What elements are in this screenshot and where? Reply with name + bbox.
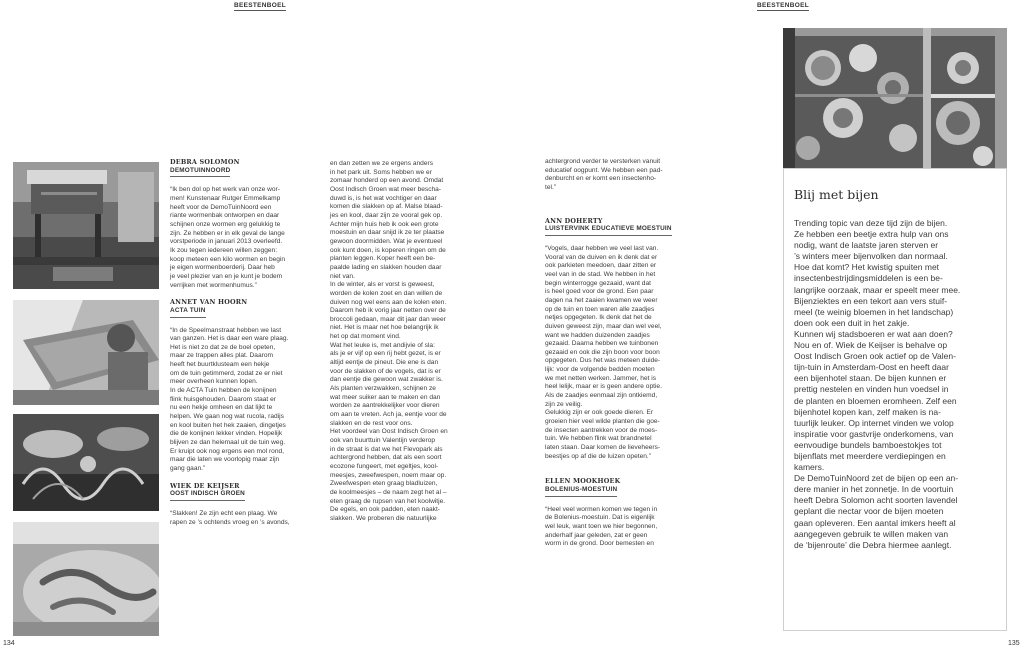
quote-line: groeien hier veel wilde planten die goe-: [545, 418, 660, 426]
quote-line: beestjes op af die de luizen opeten.”: [545, 452, 651, 460]
body-line: niet van.: [330, 272, 355, 280]
body-line: slakken en de rest voor ons.: [330, 419, 413, 427]
sidebar-line: tuurlijk leuker. Op internet vinden we volop: [794, 417, 954, 428]
body-line: slakken. We proberen die natuurlijke: [330, 514, 437, 522]
quote-line: maar ze trappen alles plat. Daarom: [170, 352, 273, 360]
body-line: denburcht en er komt een insectenho-: [545, 175, 657, 183]
sidebar-line: aangegeven gebruik te willen maken van: [794, 528, 949, 539]
body-line: planten leggen. Koper heeft een be-: [330, 255, 436, 263]
body-line: In de winter, als er vorst is geweest,: [330, 281, 435, 289]
column-2: [330, 160, 485, 524]
body-line: dan eentje die gewoon wat zwakker is.: [330, 376, 443, 384]
quote-line: begin winterrogge gezaaid, want dat: [545, 279, 651, 287]
sidebar-line: eenvoudige bundels bamboestokjes tot: [794, 439, 942, 450]
quote-line: “Ik ben dol op het werk van onze wor-: [170, 186, 280, 194]
sidebar-line: tijn-tuin in Amsterdam-Oost en heeft daar: [794, 362, 949, 373]
sidebar-line: kamers.: [794, 462, 825, 473]
quote-line: anderhalf jaar geleden, zat er geen: [545, 531, 648, 539]
sidebar-line: Oost Indisch Groen ook actief op de Valen-: [794, 351, 956, 362]
quote-line: nu een hekje omheen en dat lijkt te: [170, 404, 273, 412]
sidebar-line: inspiratie voor gastvrije onderkomens, van: [794, 428, 954, 439]
quote-line: rapen ze ’s ochtends vroeg en ’s avonds,: [170, 518, 290, 526]
column-1: [170, 158, 320, 527]
quote-line: meer overheen kunnen lopen.: [170, 378, 258, 386]
quote-line: veel van in de stad. We hebben in het: [545, 270, 656, 278]
body-line: worden de kolen zoet en dan willen de: [330, 289, 443, 297]
body-line: paalde lading en slakken houden daar: [330, 263, 442, 271]
quote-line: koop meteen een kilo wormen en begin: [170, 255, 286, 263]
sidebar-line: heeft Debra Solomon acht soorten lavendel: [794, 495, 958, 506]
quote-line: duiven geweest zijn, maar dan wel veel,: [545, 322, 662, 330]
sidebar-line: Bijenziektes en een tekort aan vers stuif-: [794, 295, 948, 306]
quote-line: dagen na het zaaien kwamen we weer: [545, 296, 658, 304]
body-line: Het voordeel van Oost Indisch Groen en: [330, 428, 448, 436]
quote-line: ook parkieten meedoen, daar zitten er: [545, 262, 657, 270]
quote-line: opgegeten. Dus het was meteen duide-: [545, 357, 661, 365]
sidebar-line: insectenbestrijdingsmiddelen is een be-: [794, 273, 943, 284]
quote-line: van ganzen. Het is daar een ware plaag.: [170, 335, 289, 343]
body-line: gewoon doormidden. Wat je eventueel: [330, 237, 443, 245]
body-line: in de straat is dat we het Flevopark als: [330, 445, 443, 453]
quote-line: we met netten werken. Jammer, het is: [545, 374, 657, 382]
sidebar-line: dere manier in het zonnetje. In de voortuin: [794, 484, 954, 495]
body-line: ook van buurttuin Valentijn verderop: [330, 437, 436, 444]
speaker-org-demotuinnoord: DEMOTUINNOORD: [170, 167, 230, 178]
quote-line: Het is niet zo dat ze de boel opeten,: [170, 343, 276, 351]
body-line: het op dat moment vind.: [330, 333, 401, 341]
quote-line: “In de Speelmanstraat hebben we last: [170, 326, 282, 334]
quote-line: de insecten aantrekken voor de moes-: [545, 426, 658, 434]
body-line: jes en kool, daar zijn ze vooral gek op.: [330, 211, 443, 219]
speaker-org-luistervink: LUISTERVINK EDUCATIEVE MOESTUIN: [545, 225, 672, 236]
sidebar-line: ’s winters meer bijenvolken dan normaal.: [794, 251, 948, 262]
body-line: moestuin en daar snijd ik ze ter plaatse: [330, 229, 445, 237]
sidebar-line: geplant die nectar voor de bijen moeten: [794, 506, 944, 517]
sidebar-line: een bijenhotel staan. De bijen kunnen er: [794, 373, 947, 384]
insect-hotel-photo: [783, 28, 1007, 169]
body-line: Zweefwespen eten graag bladluizen,: [330, 480, 438, 488]
body-line: als je er vijf op een rij hebt gezet, is er: [330, 350, 441, 358]
body-line: in het park uit. Soms hebben we er: [330, 168, 432, 176]
quote-line: want we hadden duizenden zaadjes: [545, 331, 650, 339]
sidebar-line: meel (te weinig bloemen in het landschap): [794, 306, 954, 317]
quote-line: verrijken met wormenhumus.”: [170, 281, 257, 289]
quote-line: Ik zou tegen iedereen willen zeggen:: [170, 246, 278, 254]
quote-line: netjes opgegeten. Ik denk dat het de: [545, 314, 652, 322]
quote-line: heel lelijk, maar er is geen andere optie.: [545, 383, 662, 391]
quote-line: gang gaan.”: [170, 465, 206, 472]
speaker-org-bolenius-moestuin: BOLENIUS-MOESTUIN: [545, 486, 617, 497]
speaker-name-ellen-mookhoek: ELLEN MOOKHOEK: [545, 477, 621, 486]
quote-line: tuin. We hebben flink wat brandnetel: [545, 435, 652, 443]
quote-line: riante wormenbak ontworpen en daar: [170, 212, 280, 220]
body-line: Daarom heb ik vorig jaar netten over de: [330, 307, 446, 315]
body-line: de koolmeesjes – de naam zegt het al –: [330, 488, 447, 496]
body-line: altijd eentje de pineut. Die ene is dan: [330, 359, 439, 367]
sidebar-line: doen ook een duit in het zakje.: [794, 317, 910, 328]
body-line: achtergrond verder te versterken vanuit: [545, 158, 661, 165]
sidebar-body: [794, 218, 996, 551]
body-line: om aan te vreten. Ach ja, eentje voor de: [330, 411, 447, 419]
section-label-right: BEESTENBOEL: [757, 2, 810, 9]
quote-line: “Heel veel wormen komen we tegen in: [545, 505, 658, 513]
quote-line: je eigen wormenboerderij. Daar heb: [170, 264, 275, 272]
body-line: zomaar honderd op een avond. Omdat: [330, 177, 444, 185]
quote-line: heeft voor de DemoTuinNoord een: [170, 203, 272, 211]
quote-line: helpen. We gaan nog wat rucola, radijs: [170, 413, 284, 421]
quote-line: men! Kunstenaar Rutger Emmelkamp: [170, 194, 281, 202]
body-line: eten graag de rupsen van het koolwitje.: [330, 497, 446, 505]
quote-line: de Bolenius-moestuin. Dat is eigenlijk: [545, 514, 655, 522]
quote-line: In de ACTA Tuin hebben de konijnen: [170, 387, 277, 395]
speaker-name-annet-van-hoorn: ANNET VAN HOORN: [170, 298, 248, 307]
quote-line: schijnen onze wormen erg gelukkig te: [170, 220, 281, 228]
sidebar-line: Nou en of. Wiek de Keijser is behalve op: [794, 340, 948, 351]
sidebar-line: Trending topic van deze tijd zijn de bijen.: [794, 218, 948, 228]
quote-line: Als de zaadjes eenmaal zijn ontkiemd,: [545, 392, 658, 400]
quote-line: Vooral van de duiven en ik denk dat er: [545, 253, 658, 261]
quote-line: “Slakken! Ze zijn echt een plaag. We: [170, 509, 278, 517]
page-number-right: 135: [1008, 640, 1020, 647]
body-line: De egels, en ook padden, eten naakt-: [330, 506, 440, 514]
body-line: Als planten verzwakken, schijnen ze: [330, 385, 436, 393]
quote-line: blijven ze dan helemaal uit de tuin weg.: [170, 439, 286, 447]
quote-line: zijn. Ze hebben er in elk geval de lange: [170, 229, 285, 237]
quote-line: vorstperiode in januari 2013 overleefd.: [170, 238, 283, 246]
quote-line: op de tuin en toen waren alle zaadjes: [545, 305, 655, 313]
sidebar-title: Blij met bijen: [794, 187, 879, 202]
boy-with-crate-photo: [13, 300, 159, 405]
body-line: ecozone fungeert, met egeltjes, kool-: [330, 462, 439, 470]
speaker-name-ann-doherty: ANN DOHERTY: [545, 216, 603, 225]
bench-photo: [13, 162, 159, 289]
quote-line: maar die laten we voorlopig maar zijn: [170, 456, 280, 464]
quote-line: om de tuin getimmerd, zodat ze er niet: [170, 369, 283, 377]
quote-line: lijk: voor de volgende bedden moeten: [545, 366, 655, 374]
body-line: niet. Het is maar net hoe belangrijk ik: [330, 324, 439, 332]
sidebar-line: langrijke oorzaak, maar er speelt meer mee.: [794, 284, 961, 295]
speaker-name-wiek-de-keijser: WIEK DE KEIJSER: [170, 481, 240, 490]
sidebar-line: Ze hebben een beetje extra hulp van ons: [794, 229, 949, 240]
sidebar-line: de ‘bijenroute’ die Debra hiermee aanlegt.: [794, 539, 952, 550]
sidebar-bees: [783, 168, 1007, 631]
quote-line: en kool buiten het hek zaaien, dingetjes: [170, 421, 286, 429]
sidebar-line: prettig nestelen en vinden hun voedsel in: [794, 384, 949, 395]
quote-line: worm in de grond. Door bemesten en: [545, 540, 654, 548]
body-line: en dan zetten we ze ergens anders: [330, 160, 434, 167]
sidebar-line: De DemoTuinNoord zet de bijen op een an-: [794, 473, 959, 484]
body-line: meesjes, zweefwespen, noem maar op.: [330, 471, 447, 479]
body-line: Oost Indisch Groen wat meer bescha-: [330, 185, 442, 193]
quote-line: je veel plezier van en je kunt je bodem: [170, 272, 283, 280]
sidebar-line: de planten en bloemen eromheen. Zelf een: [794, 395, 957, 406]
body-line: tel.”: [545, 183, 556, 191]
speaker-org-acta-tuin: ACTA TUIN: [170, 307, 206, 318]
planting-photo: [13, 414, 159, 511]
page-number-left: 134: [3, 640, 15, 647]
quote-line: laten staan. Daar komen de lieveheers-: [545, 444, 661, 452]
quote-line: Gelukkig zijn er ook goede dieren. Er: [545, 409, 654, 417]
quote-line: die de konijnen lekker vinden. Hopelijk: [170, 430, 283, 438]
body-line: educatief oogpunt. We hebben een pad-: [545, 166, 663, 174]
body-line: voor de slakken of de vogels, dat is er: [330, 367, 441, 375]
quote-line: “Vogels, daar hebben we veel last van.: [545, 244, 659, 252]
quote-line: flink huisgehouden. Daarom staat er: [170, 395, 276, 403]
worms-in-hand-photo: [13, 522, 159, 636]
quote-line: heeft het buurtklusteam een hekje: [170, 361, 270, 369]
quote-line: Er kruipt ook nog ergens een mol rond,: [170, 447, 284, 455]
quote-line: gezaaid en ook die zijn boon voor boon: [545, 348, 660, 356]
body-line: ook kunt doen, is koperen ringen om de: [330, 246, 446, 254]
column-3: [545, 158, 700, 549]
sidebar-line: gaan opleveren. Een aantal imkers heeft al: [794, 517, 956, 528]
sidebar-line: bijenhotel kopen kan, zelf maken is na-: [794, 406, 941, 417]
body-line: duwd is, is het wat vochtiger en daar: [330, 194, 437, 202]
body-line: Achter mijn huis heb ik ook een grote: [330, 220, 439, 228]
speaker-name-debra-solomon: DEBRA SOLOMON: [170, 158, 240, 166]
speaker-org-oost-indisch-groen: OOST INDISCH GROEN: [170, 490, 245, 501]
body-line: broccoli gedaan, maar dit jaar dan weer: [330, 315, 446, 323]
sidebar-line: nodig, want de laatste jaren sterven er: [794, 240, 939, 251]
body-line: worden ze aantrekkelijker voor dieren: [330, 402, 440, 410]
section-label-left: BEESTENBOEL: [234, 2, 287, 9]
body-line: achtergrond hebben, dat als een soort: [330, 454, 442, 462]
sidebar-line: bijenflats met meerdere verdiepingen en: [794, 450, 946, 461]
body-line: Wat het leuke is, met andijvie of sla:: [330, 341, 435, 349]
quote-line: gezaaid. Daarna hebben we tuinbonen: [545, 340, 659, 348]
quote-line: wel leuk, want toen we hier begonnen,: [545, 522, 658, 530]
body-line: komen die slakken op af. Malse blaad-: [330, 203, 443, 211]
quote-line: zijn ze veilig.: [545, 400, 583, 408]
body-line: duiven nog wel eens aan de kolen eten.: [330, 298, 447, 306]
sidebar-line: Kunnen wij stadsboeren er wat aan doen?: [794, 328, 953, 339]
body-line: wat meer suiker aan te maken en dan: [330, 393, 441, 401]
quote-line: is heel goed voor de grond. Een paar: [545, 288, 654, 296]
sidebar-line: Hoe dat komt? Het kwistig spuiten met: [794, 262, 940, 273]
